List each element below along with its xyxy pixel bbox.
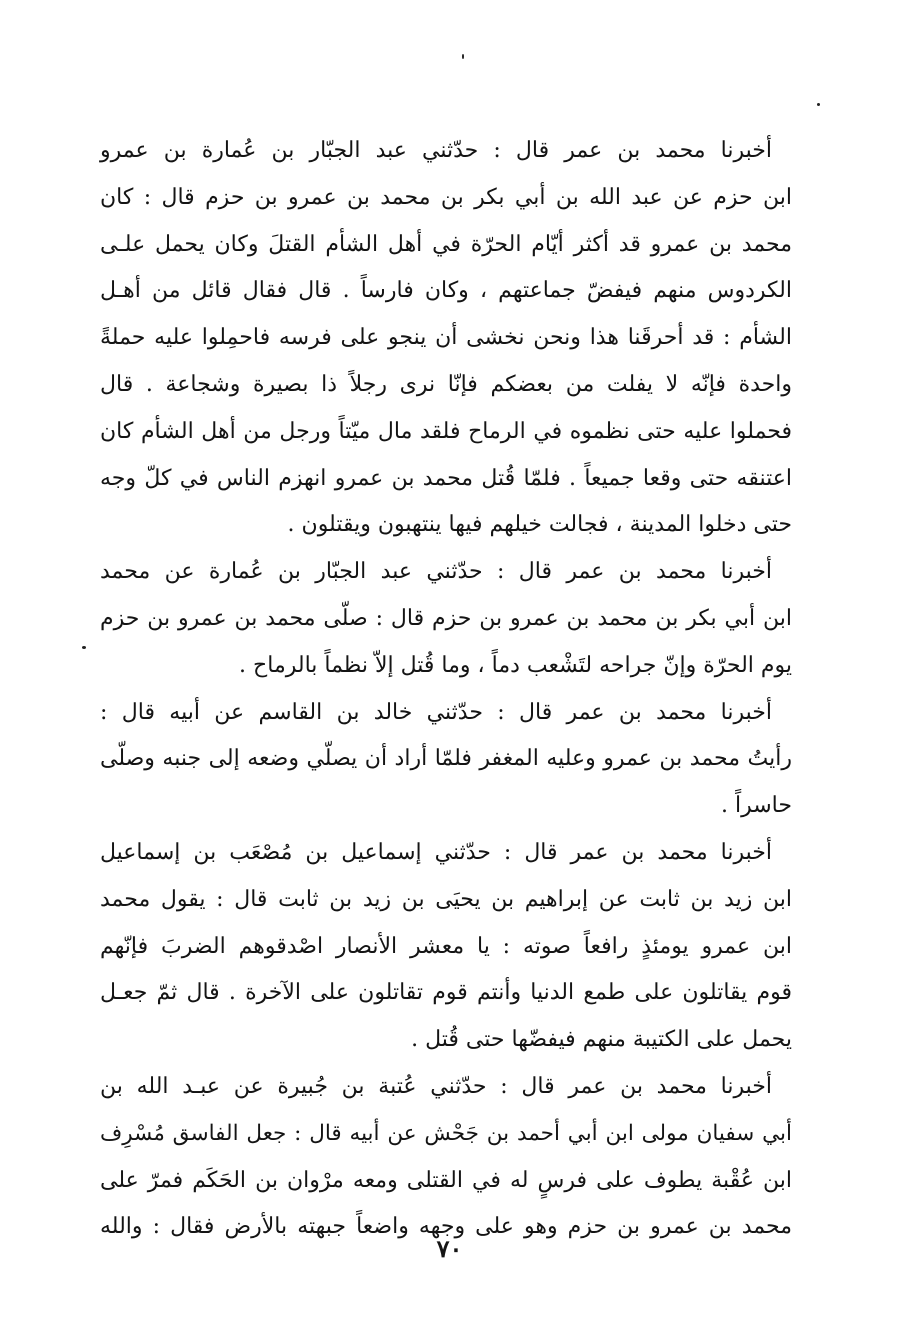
text-line: يوم الحرّة وإنّ جراحه لتَشْعب دماً ، وما قُتل إلاّ نظماً بالرماح . (239, 652, 792, 678)
text-line: ابن حزم عن عبد الله بن أبي بكر بن محمد بن عمرو بن حزم قال : كان (100, 184, 792, 210)
text-line: أخبرنا محمد بن عمر قال : حدّثني عُتبة بن جُبيرة عن عبـد الله بن (100, 1073, 772, 1099)
text-line: ابن عمرو يومئذٍ رافعاً صوته : يا معشر الأنصار اصْدقوهم الضربَ فإنّهم (100, 933, 792, 959)
text-line: ابن زيد بن ثابت عن إبراهيم بن يحيَى بن زيد بن ثابت قال : يقول محمد (100, 886, 792, 912)
text-line: يحمل على الكتيبة منهم فيفضّها حتى قُتل . (411, 1027, 792, 1053)
text-line: محمد بن عمرو قد أكثر أيّام الحرّة في أهل الشأم القتلَ وكان يحمل علـى (100, 231, 792, 257)
body-text (100, 128, 792, 1251)
text-line: واحدة فإنّه لا يفلت من بعضكم فإنّا نرى رجلاً ذا بصيرة وشجاعة . قال (100, 371, 792, 397)
text-line: أخبرنا محمد بن عمر قال : حدّثني عبد الجبّار بن عُمارة عن محمد (100, 559, 772, 585)
text-line: رأيتُ محمد بن عمرو وعليه المغفر فلمّا أراد أن يصلّي وضعه إلى جنبه وصلّى (100, 746, 792, 772)
text-line: محمد بن عمرو بن حزم وهو على وجهه واضعاً جبهته بالأرض فقال : والله (100, 1214, 792, 1240)
text-line: ابن عُقْبة يطوف على فرسٍ له في القتلى ومعه مرْوان بن الحَكَم فمرّ على (100, 1167, 792, 1193)
paragraph-5 (100, 1064, 792, 1251)
text-line: الشأم : قد أحرقَنا هذا ونحن نخشى أن ينجو على فرسه فاحمِلوا عليه حملةً (100, 325, 792, 351)
scan-speck (82, 646, 86, 649)
scan-speck (462, 54, 464, 59)
paragraph-3 (100, 690, 792, 830)
text-line: أخبرنا محمد بن عمر قال : حدّثني خالد بن القاسم عن أبيه قال : (100, 699, 772, 725)
paragraph-1 (100, 128, 792, 549)
text-line: الكردوس منهم فيفضّ جماعتهم ، وكان فارساً . قال فقال قائل من أهـل (100, 278, 792, 304)
text-line: اعتنقه حتى وقعا جميعاً . فلمّا قُتل محمد بن عمرو انهزم الناس في كلّ وجه (100, 465, 792, 491)
text-line: قوم يقاتلون على طمع الدنيا وأنتم قوم تقاتلون على الآخرة . قال ثمّ جعـل (100, 980, 792, 1006)
text-line: أخبرنا محمد بن عمر قال : حدّثني عبد الجبّار بن عُمارة بن عمرو (100, 138, 772, 163)
paragraph-4 (100, 830, 792, 1064)
text-line: حاسراً . (721, 793, 792, 819)
page-number: ٧٠ (436, 1234, 463, 1263)
text-line: أبي سفيان مولى ابن أبي أحمد بن جَحْش عن أبيه قال : جعل الفاسق مُسْرِف (100, 1120, 792, 1146)
scan-speck (817, 103, 820, 106)
text-line: فحملوا عليه حتى نظموه في الرماح فلقد مال ميّتاً ورجل من أهل الشأم كان (100, 418, 792, 444)
text-line: ابن أبي بكر بن محمد بن عمرو بن حزم قال : صلّى محمد بن عمرو بن حزم (100, 605, 792, 631)
paragraph-2 (100, 549, 792, 689)
text-line: أخبرنا محمد بن عمر قال : حدّثني إسماعيل بن مُصْعَب بن إسماعيل (100, 839, 772, 865)
text-line: حتى دخلوا المدينة ، فجالت خيلهم فيها ينتهبون ويقتلون . (287, 512, 792, 538)
